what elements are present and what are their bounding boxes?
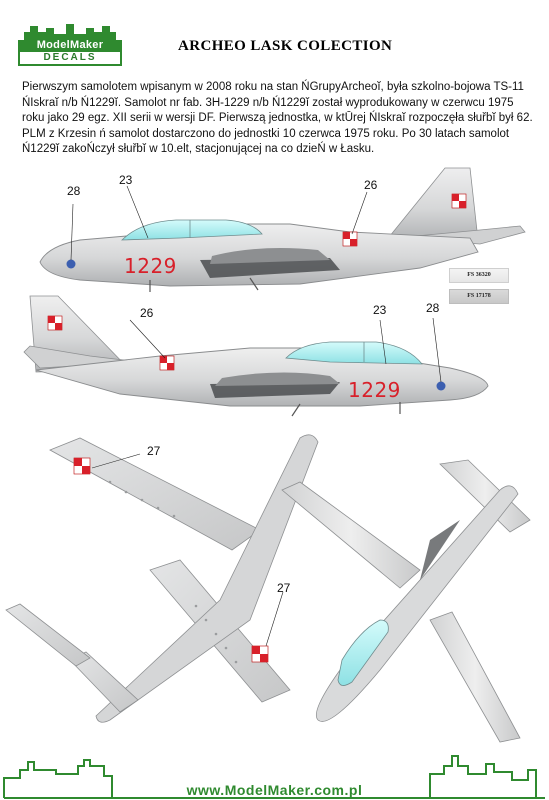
modelmaker-logo	[14, 22, 126, 68]
logo-decals-text: DECALS	[43, 52, 97, 63]
callout-27-bottom-mid: 27	[277, 581, 291, 595]
polish-chequer-fuselage-right-icon	[160, 356, 174, 370]
aircraft-description: Pierwszym samolotem wpisanym w 2008 roku na stan ŃGrupyArcheoĭ, była szkolno-bojowa TS-11 ŃIskraĭ n/b Ń1229ĭ. Samolot nr fab. 3H-1229 n/b Ń1229ĭ został wyprodukowany w czerwcu 1975 roku jako 29 egz. XII serii w wersji DF. Pierwszą jednostka, w ktŪrej ŃIskraĭ rozpoczęła słuřbĭ był 62. PLM z Krzesin ń samolot dostarczono do jednostki 10 czerwca 1975 roku. Po 30 latach samolot Ń1229ĭ zakoŃczył słuřbĭ w 10.elt, stacjonującej na co dzieŃ w Łasku.	[22, 81, 533, 156]
footer-website-link[interactable]: www.ModelMaker.com.pl	[186, 782, 363, 798]
logo-brand-text: ModelMaker	[36, 39, 104, 51]
callout-27-bottom-left: 27	[147, 444, 161, 458]
plan-views	[0, 420, 549, 745]
polish-chequer-fin-right-icon	[48, 316, 62, 330]
polish-chequer-wing-top-icon	[74, 458, 90, 474]
right-profile-view	[0, 290, 549, 420]
polish-chequer-wing-bottom-icon	[252, 646, 268, 662]
underside-view	[6, 435, 318, 722]
callout-23-top: 23	[119, 173, 133, 187]
color-chip-fs17178: FS 17178	[449, 289, 509, 304]
serial-number-right: 1229	[348, 378, 401, 402]
callout-28-top: 28	[67, 184, 81, 198]
top-view	[282, 460, 530, 742]
polish-chequer-fin-icon	[452, 194, 466, 208]
nose-emblem-right-icon	[437, 382, 446, 391]
callout-26-mid: 26	[140, 306, 154, 320]
serial-number-left: 1229	[124, 254, 177, 278]
callout-28-mid: 28	[426, 301, 440, 315]
callout-26-top: 26	[364, 178, 378, 192]
nose-emblem-icon	[67, 260, 76, 269]
callout-23-mid: 23	[373, 303, 387, 317]
polish-chequer-fuselage-icon	[343, 232, 357, 246]
color-chip-fs36320: FS 36320	[449, 268, 509, 283]
page-title: ARCHEO LASK COLECTION	[178, 38, 393, 54]
